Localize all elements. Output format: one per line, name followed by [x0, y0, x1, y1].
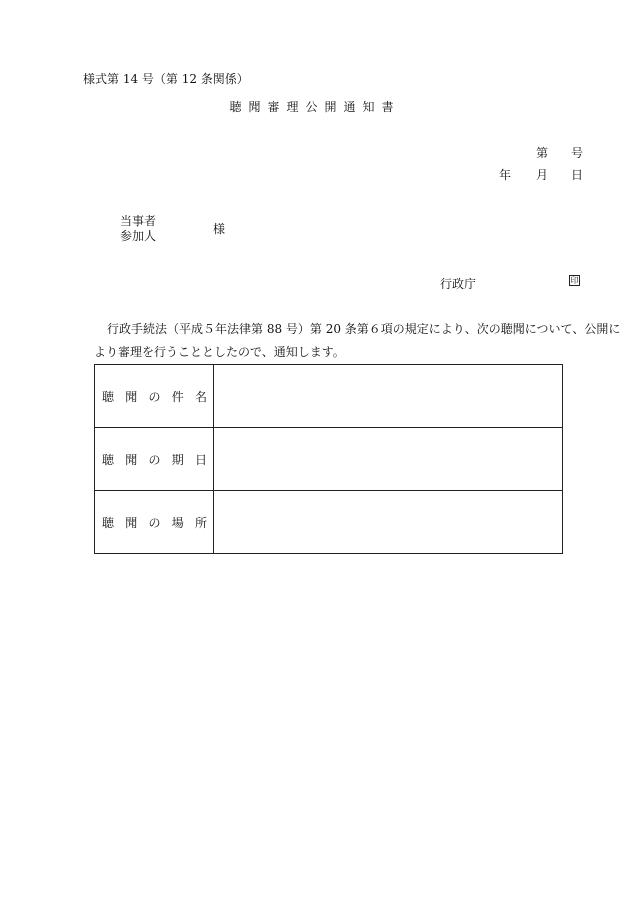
- table-value-date[interactable]: [214, 428, 563, 491]
- label-char: 聴: [102, 515, 115, 530]
- label-char: 所: [194, 515, 207, 530]
- date-day-label: 日: [571, 168, 584, 182]
- label-char: 期: [171, 452, 184, 467]
- label-char: 件: [171, 389, 184, 404]
- recipient-honorific: 様: [213, 222, 226, 236]
- recipient-party: 当事者: [120, 214, 157, 228]
- table-value-case-name[interactable]: [214, 365, 563, 428]
- label-char: 聞: [125, 389, 138, 404]
- label-char: 名: [194, 389, 207, 404]
- number-label-dai: 第: [536, 146, 549, 160]
- table-label-date: [95, 428, 214, 491]
- label-char: 聴: [102, 389, 115, 404]
- table-row-hearing-date: [95, 428, 563, 491]
- recipient-participant: 参加人: [120, 229, 157, 243]
- label-char: 聞: [125, 515, 138, 530]
- table-row-hearing-case-name: [95, 365, 563, 428]
- administrative-agency-label: 行政庁: [440, 277, 477, 291]
- table-value-location[interactable]: [214, 491, 563, 554]
- table-row-hearing-location: [95, 491, 563, 554]
- label-char: の: [148, 452, 161, 467]
- table-label-location: [95, 491, 214, 554]
- date-month-label: 月: [536, 168, 549, 182]
- label-char: の: [148, 389, 161, 404]
- form-number: 様式第 14 号（第 12 条関係）: [83, 72, 249, 86]
- number-label-go: 号: [571, 146, 584, 160]
- label-char: 日: [194, 452, 207, 467]
- body-text-line-1: 行政手続法（平成５年法律第 88 号）第 20 条第６項の規定により、次の聴聞について、公開に: [107, 322, 621, 336]
- label-char: 場: [171, 515, 184, 530]
- label-char: 聞: [125, 452, 138, 467]
- label-char: の: [148, 515, 161, 530]
- seal-stamp-box: 印: [570, 276, 579, 285]
- date-year-label: 年: [499, 168, 512, 182]
- document-title: 聴聞審理公開通知書: [229, 100, 401, 114]
- table-label-case-name: [95, 365, 214, 428]
- body-text-line-2: より審理を行うこととしたので、通知します。: [94, 345, 345, 359]
- label-char: 聴: [102, 452, 115, 467]
- hearing-info-table: [94, 364, 563, 554]
